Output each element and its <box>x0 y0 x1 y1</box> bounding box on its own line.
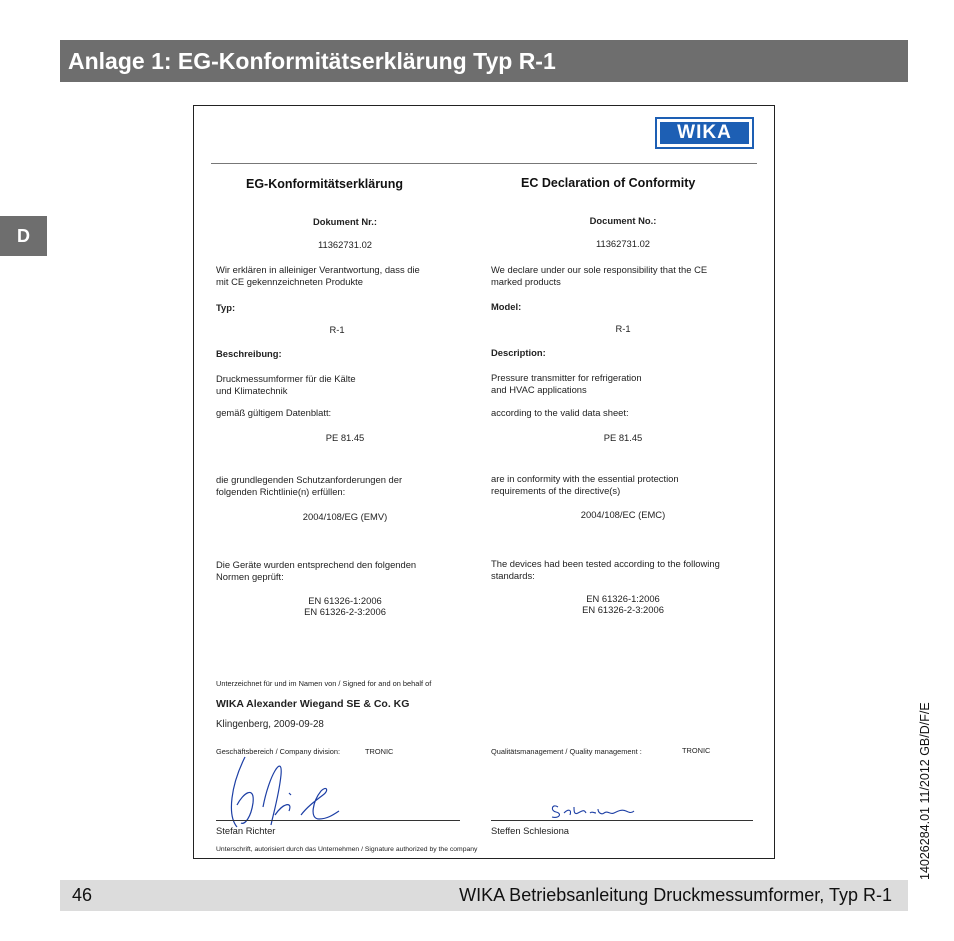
footer-title: WIKA Betriebsanleitung Druckmessumformer, Typ R-1 <box>459 885 892 905</box>
en-model-label: Model: <box>491 301 522 312</box>
en-standard-2: EN 61326-2-3:2006 <box>582 604 664 615</box>
en-conformity-line-1: are in conformity with the essential protection <box>491 473 679 484</box>
de-standard-2: EN 61326-2-3:2006 <box>304 606 386 617</box>
de-standard-1: EN 61326-1:2006 <box>308 595 382 606</box>
de-datasheet-label: gemäß gültigem Datenblatt: <box>216 407 332 418</box>
en-description-line-1: Pressure transmitter for refrigeration <box>491 372 642 383</box>
signer-right: Steffen Schlesiona <box>491 825 570 836</box>
de-description-label: Beschreibung: <box>216 348 282 359</box>
signature-line-right <box>491 820 753 821</box>
en-doc-no-label: Document No.: <box>589 215 657 226</box>
document-code: 14026284.01 11/2012 GB/D/F/E <box>918 702 932 880</box>
en-conformity-line-2: requirements of the directive(s) <box>491 485 621 496</box>
place-date: Klingenberg, 2009-09-28 <box>216 719 324 730</box>
page-title: Anlage 1: EG-Konformitätserklärung Typ R-1 <box>68 48 556 74</box>
qm-value: TRONIC <box>682 746 711 755</box>
en-datasheet-label: according to the valid data sheet: <box>491 407 629 418</box>
de-directive: 2004/108/EG (EMV) <box>302 511 388 522</box>
de-declare-line-1: Wir erklären in alleiniger Verantwortung, dass die <box>216 264 420 275</box>
wika-logo <box>655 117 754 149</box>
de-model-label: Typ: <box>216 302 236 313</box>
language-tab: D <box>0 216 47 256</box>
page-footer <box>60 880 908 911</box>
en-doc-no: 11362731.02 <box>595 238 651 249</box>
en-title: EC Declaration of Conformity <box>521 176 696 190</box>
page-header <box>60 40 908 82</box>
en-description-line-2: and HVAC applications <box>491 384 587 395</box>
de-tested-line-2: Normen geprüft: <box>216 571 284 582</box>
en-model: R-1 <box>615 323 631 334</box>
en-directive: 2004/108/EC (EMC) <box>580 509 666 520</box>
division-label: Geschäftsbereich / Company division: <box>216 747 341 756</box>
en-declare-line-1: We declare under our sole responsibility that the CE <box>491 264 708 275</box>
de-doc-no: 11362731.02 <box>317 239 373 250</box>
signature-schlesiona <box>548 801 638 821</box>
de-title: EG-Konformitätserklärung <box>246 177 403 191</box>
signature-authorized: Unterschrift, autorisiert durch das Unternehmen / Signature authorized by the company <box>216 846 478 853</box>
signature-line-left <box>216 820 460 821</box>
de-conformity-line-2: folgenden Richtlinie(n) erfüllen: <box>216 486 346 497</box>
de-tested-line-1: Die Geräte wurden entsprechend den folgenden <box>216 559 417 570</box>
page-number: 46 <box>72 885 93 905</box>
de-description-line-2: und Klimatechnik <box>216 385 288 396</box>
wika-logo-text: WIKA <box>660 122 749 144</box>
header-rule <box>211 163 757 164</box>
en-declare-line-2: marked products <box>491 276 561 287</box>
de-datasheet: PE 81.45 <box>325 432 365 443</box>
en-tested-line-1: The devices had been tested according to the following <box>491 558 720 569</box>
certificate <box>193 105 775 859</box>
en-tested-line-2: standards: <box>491 570 535 581</box>
de-declare-line-2: mit CE gekennzeichneten Produkte <box>216 276 363 287</box>
en-datasheet: PE 81.45 <box>603 432 643 443</box>
de-description-line-1: Druckmessumformer für die Kälte <box>216 373 356 384</box>
en-description-label: Description: <box>491 347 546 358</box>
qm-label: Qualitätsmanagement / Quality management : <box>491 747 642 756</box>
de-doc-no-label: Dokument Nr.: <box>312 216 378 227</box>
signer-left: Stefan Richter <box>216 825 276 836</box>
de-model: R-1 <box>329 324 345 335</box>
company-name: WIKA Alexander Wiegand SE & Co. KG <box>216 698 410 710</box>
en-standard-1: EN 61326-1:2006 <box>586 593 660 604</box>
signature-richter <box>223 745 363 835</box>
division-value: TRONIC <box>365 747 394 756</box>
signed-on-behalf: Unterzeichnet für und im Namen von / Signed for and on behalf of <box>216 679 432 688</box>
de-conformity-line-1: die grundlegenden Schutzanforderungen der <box>216 474 403 485</box>
